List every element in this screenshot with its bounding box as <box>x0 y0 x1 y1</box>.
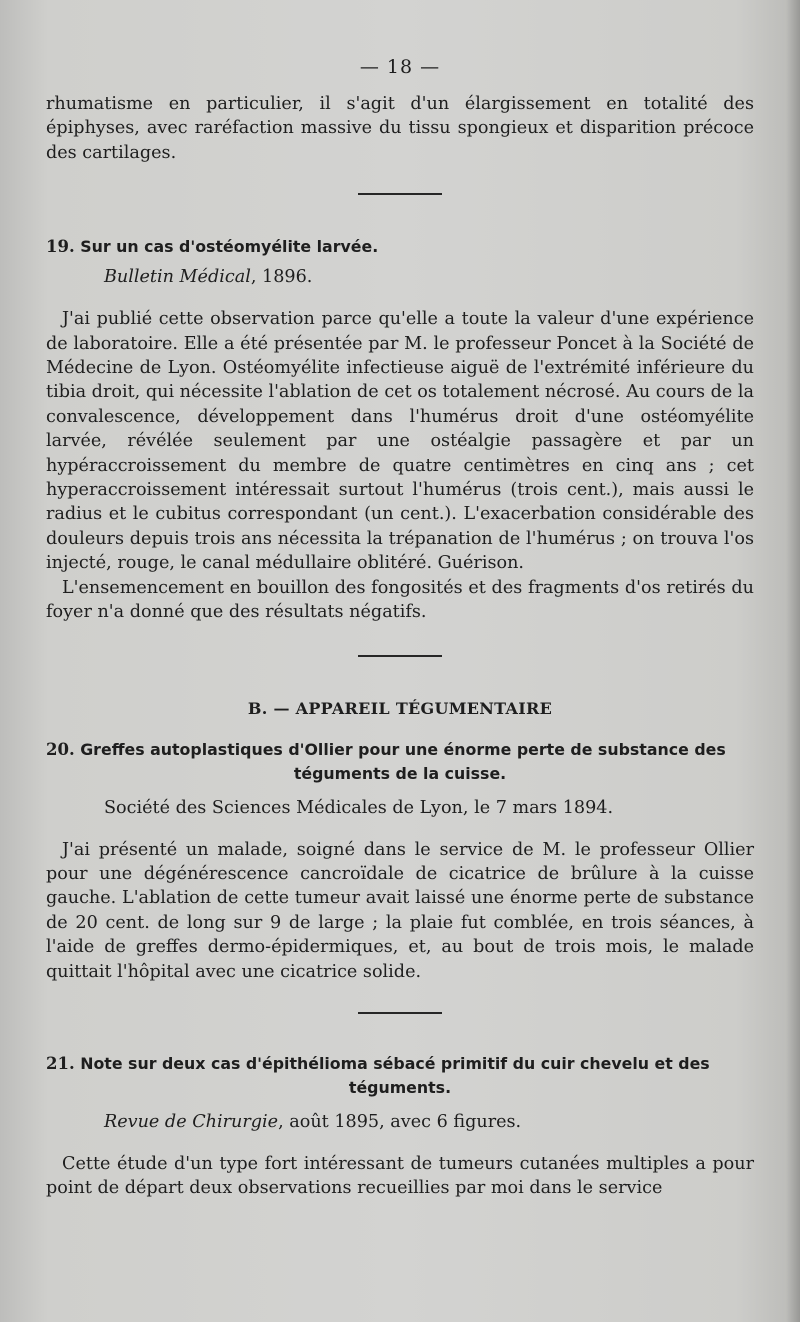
entry-20 <box>46 738 754 984</box>
entry-21 <box>46 1052 754 1201</box>
entry-20-source: Société des Sciences Médicales de Lyon, le 7 mars 1894. <box>104 797 614 818</box>
section-heading: B. — APPAREIL TÉGUMENTAIRE <box>247 698 553 718</box>
entry-20-paragraph-1: J'ai présenté un malade, soigné dans le service de M. le professeur Ollier pour une dégénérescence cancroïdale de cicatrice de brûlure à la cuisse gauche. L'ablation de cette tumeur avait laissé une énorme perte de substance de 20 cent. de long sur 9 de large ; la plaie fut comblée, en trois séances, à l'aide de greffes dermo-épidermiques, et, au bout de trois mois, le malade quittait l'hôpital avec une cicatrice solide. <box>46 839 754 982</box>
page-content <box>46 56 754 1201</box>
entry-19-source <box>46 265 754 289</box>
entry-21-journal: Revue de Chirurgie <box>104 1111 279 1132</box>
entry-20-title-line-2: téguments de la cuisse. <box>293 763 507 783</box>
entry-21-title-line-1: Note sur deux cas d'épithélioma sébacé primitif du cuir chevelu et des <box>80 1053 710 1073</box>
entry-20-title <box>46 738 754 786</box>
entry-21-title <box>46 1052 754 1100</box>
entry-21-source <box>46 1110 754 1134</box>
entry-21-number: 21. <box>46 1053 75 1073</box>
entry-19-title <box>46 235 754 259</box>
entry-19-journal: Bulletin Médical <box>104 267 251 288</box>
page-edge-shadow <box>786 0 800 1322</box>
entry-19-year: , 1896. <box>250 267 313 288</box>
intro-paragraph: rhumatisme en particulier, il s'agit d'un élargissement en totalité des épiphyses, avec raréfaction massive du tissu spongieux et disparition précoce des cartilages. <box>46 94 754 163</box>
entry-21-paragraph-1: Cette étude d'un type fort intéressant de tumeurs cutanées multiples a pour point de départ deux observations recueillies par moi dans le service <box>46 1153 754 1199</box>
entry-19-paragraph-1: J'ai publié cette observation parce qu'elle a toute la valeur d'une expérience de laboratoire. Elle a été présentée par M. le professeur Poncet à la Société de Médecine de Lyon. Ostéomyélite infectieuse aiguë de l'extrémité inférieure du tibia droit, qui nécessite l'ablation de cet os totalement nécrosé. Au cours de la convalescence, développement dans l'humérus droit d'une ostéomyélite larvée, révélée seulement par une ostéalgie passagère et par un hypéraccroissement du membre de quatre centimètres en cinq ans ; cet hyperaccroissement intéressait surtout l'humérus (trois cent.), mais aussi le radius et le cubitus correspondant (un cent.). L'exacerbation considérable des douleurs depuis trois ans nécessita la trépanation de l'humérus ; on trouva l'os injecté, rouge, le canal médullaire oblitéré. Guérison. <box>46 309 754 574</box>
entry-19-number: 19. <box>46 237 75 257</box>
entry-21-date: , août 1895, avec 6 figures. <box>278 1111 522 1132</box>
entry-20-number: 20. <box>46 739 75 759</box>
entry-19 <box>46 235 754 624</box>
entry-19-paragraph-2: L'ensemencement en bouillon des fongosités et des fragments d'os retirés du foyer n'a donné que des résultats négatifs. <box>46 577 754 623</box>
entry-19-title-text: Sur un cas d'ostéomyélite larvée. <box>80 237 379 257</box>
entry-20-title-line-1: Greffes autoplastiques d'Ollier pour une énorme perte de substance des <box>80 739 726 759</box>
entry-21-title-line-2: téguments. <box>348 1077 452 1097</box>
page-number: — 18 — <box>359 56 441 78</box>
